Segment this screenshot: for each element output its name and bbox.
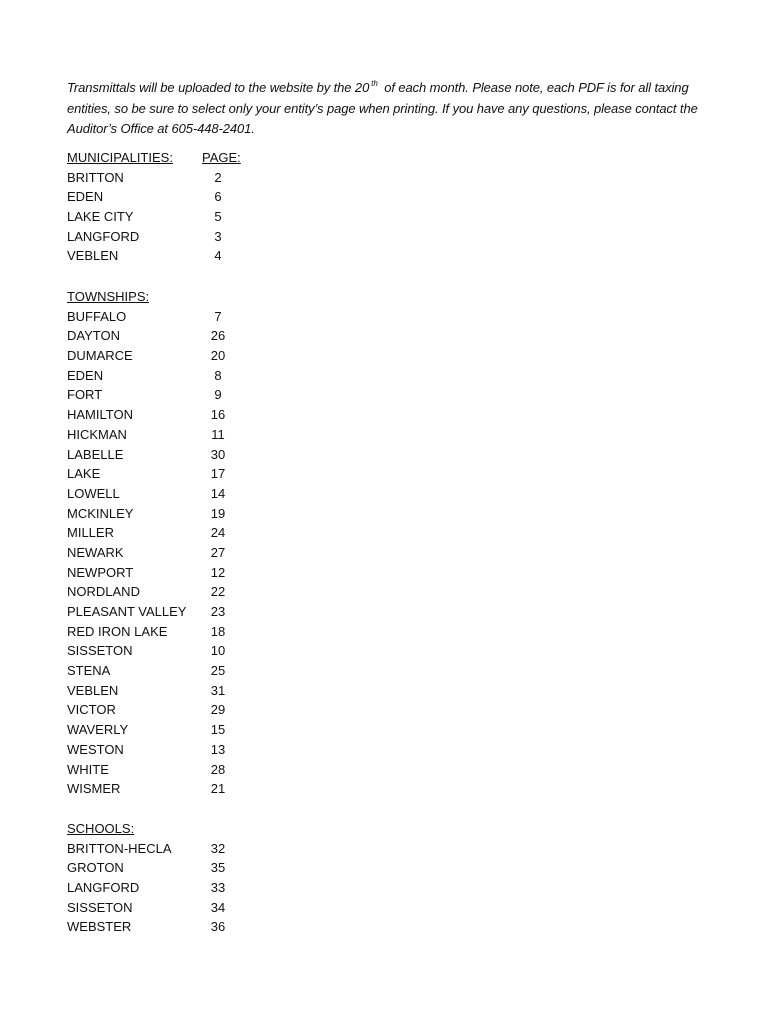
page-number: 20	[210, 348, 226, 364]
municipalities-list	[67, 168, 327, 266]
list-item	[67, 543, 327, 563]
page-number: 19	[210, 505, 226, 521]
list-item	[67, 878, 327, 898]
entity-name: LAKE	[67, 466, 101, 482]
list-item	[67, 187, 327, 207]
list-item	[67, 602, 327, 622]
page-number: 12	[210, 564, 226, 580]
entity-name: FORT	[67, 387, 103, 403]
page-number: 35	[210, 860, 226, 876]
list-item	[67, 385, 327, 405]
townships-header	[67, 287, 327, 307]
list-item	[67, 760, 327, 780]
entity-name: LOWELL	[67, 485, 120, 501]
municipalities-title: MUNICIPALITIES:	[67, 150, 173, 165]
townships-section	[67, 287, 327, 799]
list-item	[67, 661, 327, 681]
entity-name: RED IRON LAKE	[67, 623, 168, 639]
entity-name: MILLER	[67, 525, 114, 541]
entity-name: NORDLAND	[67, 584, 140, 600]
entity-name: VICTOR	[67, 702, 116, 718]
entity-name: WESTON	[67, 741, 124, 757]
entity-name: VEBLEN	[67, 248, 119, 264]
list-item	[67, 346, 327, 366]
page-number: 21	[210, 781, 226, 797]
list-item	[67, 227, 327, 247]
entity-name: LANGFORD	[67, 228, 140, 244]
list-item	[67, 740, 327, 760]
page-number: 3	[214, 228, 222, 244]
page-number: 24	[210, 525, 226, 541]
list-item	[67, 839, 327, 859]
entity-name: NEWARK	[67, 544, 124, 560]
entity-name: MCKINLEY	[67, 505, 134, 521]
page-number: 10	[210, 643, 226, 659]
entity-name: EDEN	[67, 189, 104, 205]
page-number: 7	[214, 308, 222, 324]
list-item	[67, 168, 327, 188]
intro-superscript: th	[371, 79, 378, 88]
page-number: 17	[210, 466, 226, 482]
entity-name: WHITE	[67, 761, 109, 777]
schools-list	[67, 839, 327, 937]
list-item	[67, 326, 327, 346]
page-number: 5	[214, 209, 222, 225]
list-item	[67, 898, 327, 918]
page-number: 8	[214, 367, 222, 383]
townships-list	[67, 307, 327, 799]
page-number: 14	[210, 485, 226, 501]
page-number: 26	[210, 328, 226, 344]
intro-text-start: Transmittals will be uploaded to the website by the 20	[67, 80, 370, 95]
townships-title: TOWNSHIPS:	[67, 289, 150, 304]
list-item	[67, 622, 327, 642]
list-item	[67, 246, 327, 266]
entity-name: DUMARCE	[67, 348, 133, 364]
page-number: 6	[214, 189, 222, 205]
page-number: 15	[210, 722, 226, 738]
entity-name: BRITTON-HECLA	[67, 840, 172, 856]
entity-name: BUFFALO	[67, 308, 127, 324]
page-number: 18	[210, 623, 226, 639]
entity-name: HAMILTON	[67, 407, 133, 423]
page-number: 28	[210, 761, 226, 777]
list-item	[67, 720, 327, 740]
list-item	[67, 484, 327, 504]
page-number: 22	[210, 584, 226, 600]
page-number: 16	[210, 407, 226, 423]
entity-name: WEBSTER	[67, 919, 132, 935]
list-item	[67, 917, 327, 937]
schools-title: SCHOOLS:	[67, 821, 135, 836]
entity-name: HICKMAN	[67, 426, 127, 442]
page-number: 36	[210, 919, 226, 935]
intro-text-end: of each month. Please note, each PDF is for all taxing entities, so be sure to select only your entity’s page when printing. If you have any questions, please contact the Auditor’s Office at 605-448-2401.	[67, 80, 698, 136]
entity-name: WISMER	[67, 781, 121, 797]
list-item	[67, 504, 327, 524]
entity-name: VEBLEN	[67, 682, 119, 698]
list-item	[67, 563, 327, 583]
page-number: 33	[210, 880, 226, 896]
page-number: 32	[210, 840, 226, 856]
list-item	[67, 366, 327, 386]
list-item	[67, 523, 327, 543]
page-number: 31	[210, 682, 226, 698]
list-item	[67, 779, 327, 799]
municipalities-section	[67, 148, 327, 266]
page-number: 34	[210, 899, 226, 915]
schools-section	[67, 819, 327, 937]
page-number: 4	[214, 248, 222, 264]
entity-name: BRITTON	[67, 169, 124, 185]
entity-name: LAKE CITY	[67, 209, 134, 225]
page-number: 2	[214, 169, 222, 185]
entity-name: GROTON	[67, 860, 124, 876]
page-number: 9	[214, 387, 222, 403]
list-item	[67, 445, 327, 465]
list-item	[67, 681, 327, 701]
schools-header	[67, 819, 327, 839]
intro-paragraph	[67, 74, 707, 140]
list-item	[67, 207, 327, 227]
entity-name: NEWPORT	[67, 564, 134, 580]
page-number: 23	[210, 604, 226, 619]
entity-name: STENA	[67, 663, 111, 679]
entity-name: LABELLE	[67, 446, 124, 462]
entity-name: PLEASANT VALLEY	[67, 604, 187, 619]
entity-name: WAVERLY	[67, 722, 129, 738]
list-item	[67, 307, 327, 327]
list-item	[67, 700, 327, 720]
page-number: 25	[210, 663, 226, 679]
page-number: 29	[210, 702, 226, 718]
page-column-header: PAGE:	[202, 150, 241, 165]
list-item	[67, 858, 327, 878]
page-number: 27	[210, 544, 226, 560]
entity-name: DAYTON	[67, 328, 120, 344]
entity-name: LANGFORD	[67, 880, 140, 896]
list-item	[67, 405, 327, 425]
entity-name: SISSETON	[67, 643, 133, 659]
list-item	[67, 582, 327, 602]
list-item	[67, 425, 327, 445]
list-item	[67, 464, 327, 484]
page-number: 30	[210, 446, 226, 462]
page-number: 13	[210, 741, 226, 757]
list-item	[67, 641, 327, 661]
municipalities-header	[67, 148, 327, 168]
entity-name: SISSETON	[67, 899, 133, 915]
page-number: 11	[211, 426, 225, 442]
entity-name: EDEN	[67, 367, 104, 383]
